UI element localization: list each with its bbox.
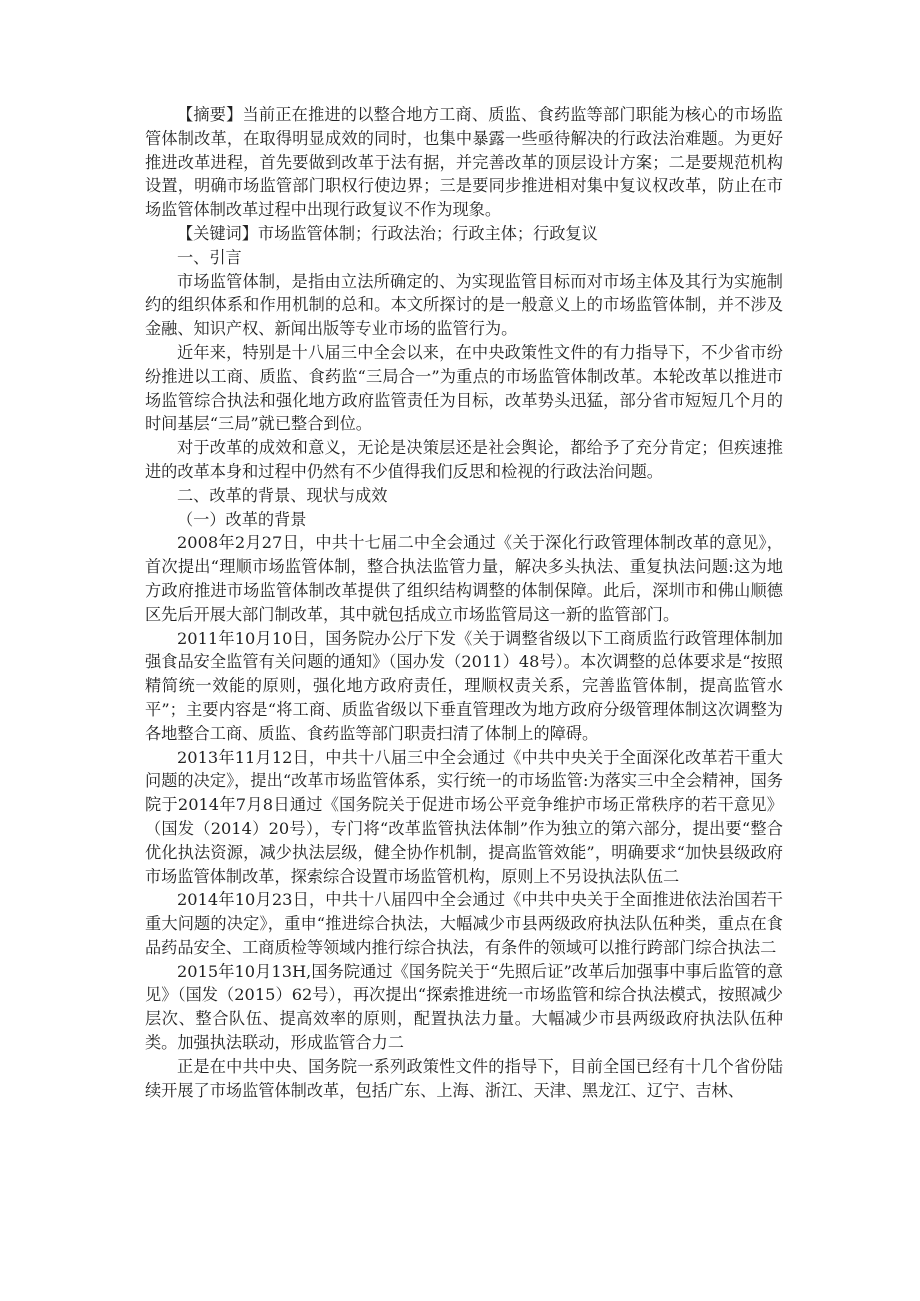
section-heading-introduction: 一、引言 — [177, 247, 242, 267]
body-paragraph: 2014年10月23日，中共十八届四中全会通过《中共中央关于全面推进依法治国若干重大问题的决定》，重申“推进综合执法，大幅减少市县两级政府执法队伍种类，重点在食品药品安全、工商质检等领域内推行综合执法，有条件的领域可以推行跨部门综合执法二 — [145, 890, 783, 957]
body-paragraph: 近年来，特别是十八届三中全会以来，在中央政策性文件的有力指导下，不少省市纷纷推进以工商、质监、食药监“三局合一”为重点的市场监管体制改革。本轮改革以推进市场监管综合执法和强化地方政府监管责任为目标，改革势头迅猛，部分省市短短几个月的时间基层“三局”就已整合到位。 — [145, 342, 783, 434]
body-paragraph: 2008年2月27日，中共十七届二中全会通过《关于深化行政管理体制改革的意见》，首次提出“理顺市场监管体制，整合执法监管力量，解决多头执法、重复执法问题:这为地方政府推进市场监管体制改革提供了组织结构调整的体制保障。此后，深圳市和佛山顺德区先后开展大部门制改革，其中就包括成立市场监管局这一新的监管部门。 — [145, 533, 783, 624]
body-paragraph: 2011年10月10日，国务院办公厅下发《关于调整省级以下工商质监行政管理体制加强食品安全监管有关问题的通知》（国办发（2011）48号）。本次调整的总体要求是“按照精简统一效能的原则，强化地方政府责任，理顺权责关系，完善监管体制，提高监管水平”；主要内容是“将工商、质监省级以下垂直管理改为地方政府分级管理体制这次调整为各地整合工商、质监、食药监等部门职责扫清了体制上的障碍。 — [145, 628, 783, 743]
abstract-paragraph: 【摘要】当前正在推进的以整合地方工商、质监、食药监等部门职能为核心的市场监管体制改革，在取得明显成效的同时，也集中暴露一些亟待解决的行政法治难题。为更好推进改革进程，首先要做到改革于法有据，并完善改革的顶层设计方案；二是要规范机构设置，明确市场监管部门职权行使边界；三是要同步推进相对集中复议权改革，防止在市场监管体制改革过程中出现行政复议不作为现象。 — [145, 105, 783, 220]
keywords-paragraph: 【关键词】市场监管体制；行政法治；行政主体；行政复议 — [177, 223, 598, 243]
document-body — [145, 103, 783, 1102]
section-heading-background: 二、改革的背景、现状与成效 — [177, 485, 388, 505]
body-paragraph: 2013年11月12日，中共十八届三中全会通过《中共中央关于全面深化改革若干重大问题的决定》，提出“改革市场监管体系，实行统一的市场监管:为落实三中全会精神，国务院于2014年7月8日通过《国务院关于促进市场公平竞争维护市场正常秩序的若干意见》（国发（2014）20号），专门将“改革监管执法体制”作为独立的第六部分，提出要“整合优化执法资源，减少执法层级，健全协作机制，提高监管效能”，明确要求“加快县级政府市场监管体制改革，探索综合设置市场监管机构，原则上不另设执法队伍二 — [145, 747, 783, 886]
body-paragraph: 2015年10月13H,国务院通过《国务院关于“先照后证”改革后加强事中事后监管的意见》（国发（2015）62号），再次提出“探索推进统一市场监管和综合执法模式，按照减少层次、整合队伍、提高效率的原则，配置执法力量。大幅减少市县两级政府执法队伍种类。加强执法联动，形成监管合力二 — [145, 961, 783, 1053]
subsection-heading-background: （一）改革的背景 — [177, 509, 307, 529]
body-paragraph: 市场监管体制，是指由立法所确定的、为实现监管目标而对市场主体及其行为实施制约的组织体系和作用机制的总和。本文所探讨的是一般意义上的市场监管体制，并不涉及金融、知识产权、新闻出版等专业市场的监管行为。 — [145, 271, 783, 339]
body-paragraph: 对于改革的成效和意义，无论是决策层还是社会舆论，都给予了充分肯定；但疾速推进的改革本身和过程中仍然有不少值得我们反思和检视的行政法治问题。 — [145, 438, 783, 481]
body-paragraph: 正是在中共中央、国务院一系列政策性文件的指导下，目前全国已经有十几个省份陆续开展了市场监管体制改革，包括广东、上海、浙江、天津、黑龙江、辽宁、吉林、 — [145, 1056, 783, 1100]
